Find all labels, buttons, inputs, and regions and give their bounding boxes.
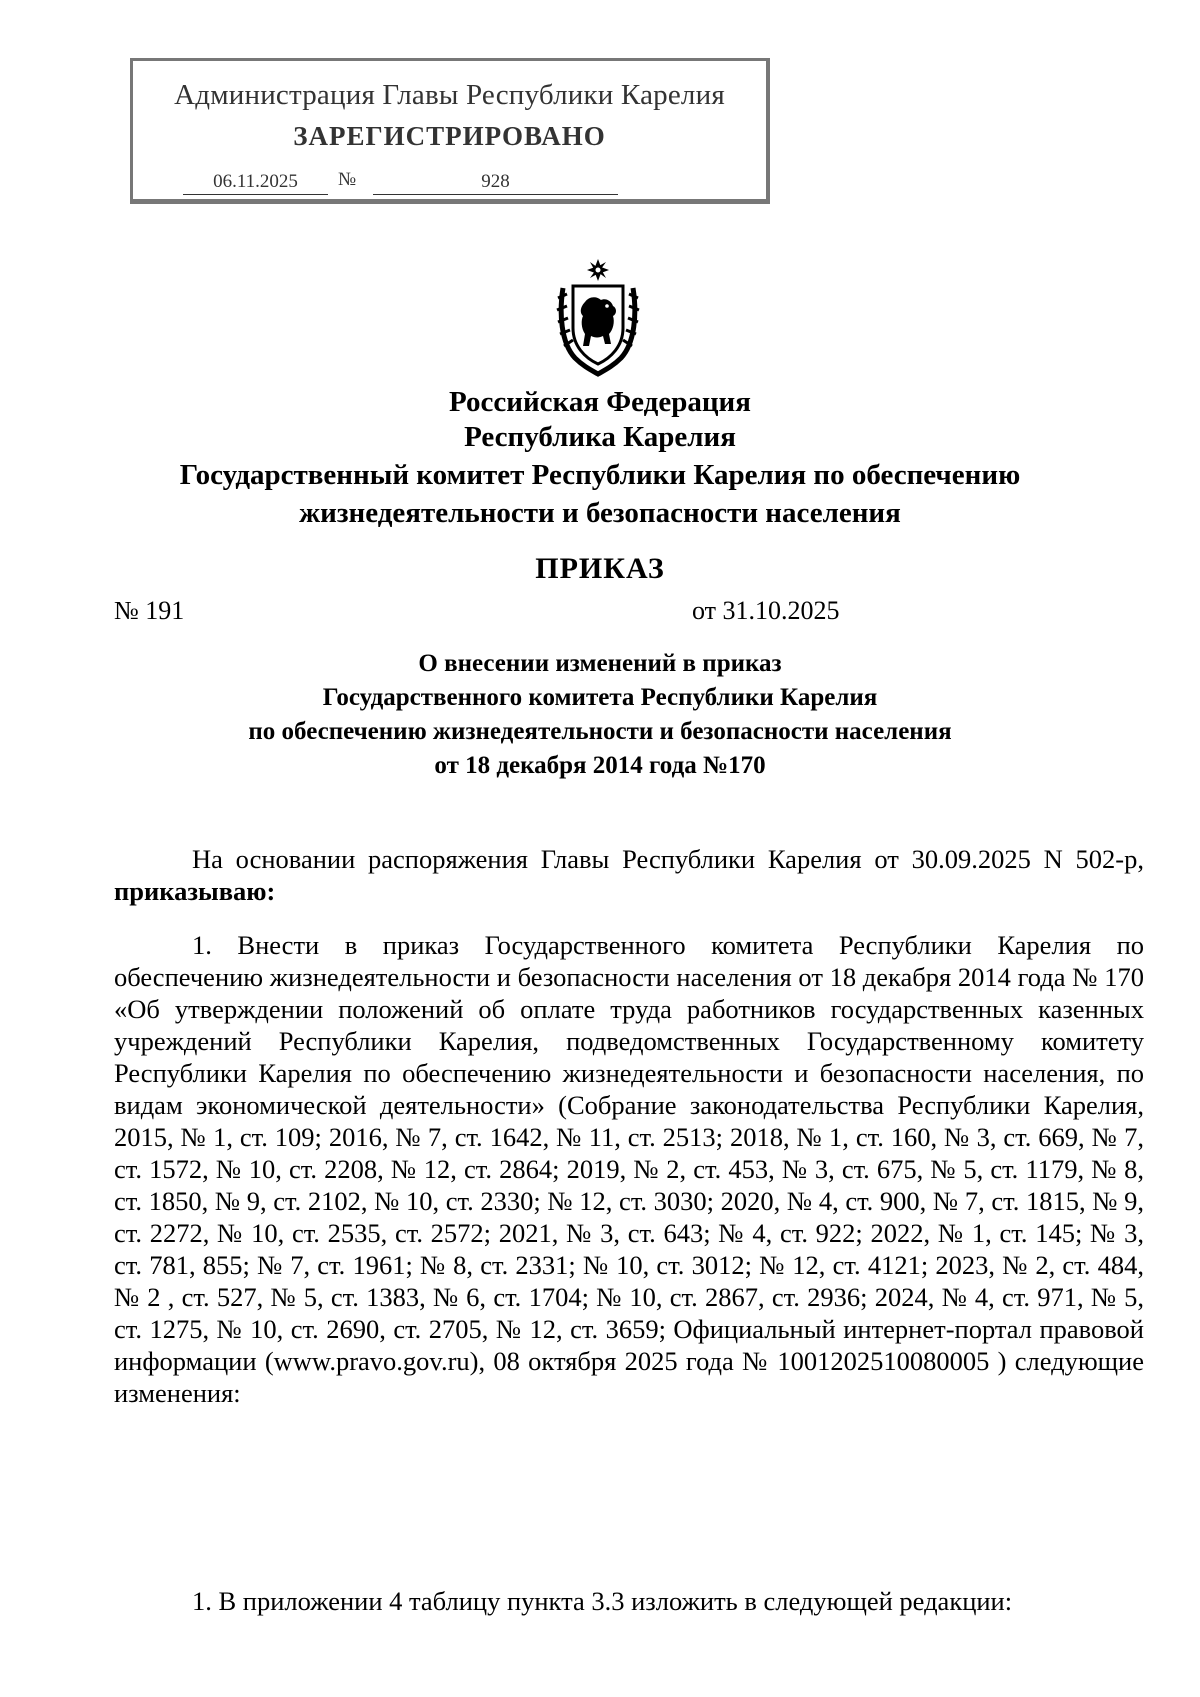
- basis-text: На основании распоряжения Главы Республики Карелия от 30.09.2025 N 502-р,: [192, 844, 1144, 874]
- point-1-text: 1. Внести в приказ Государственного комитета Республики Карелия по обеспечению жизнедеятельности и безопасности населения от 18 декабря 2014 года № 170 «Об утверждении положений об оплате труда работников государственных казенных учреждений Республики Карелия, подведомственных Государственному комитету Республики Карелия по обеспечению жизнедеятельности и безопасности населения, по видам экономической деятельности» (Собрание законодательства Республики Карелия, 2015, № 1, ст. 109; 2016, № 7, ст. 1642, № 11, ст. 2513; 2018, № 1, ст. 160, № 3, ст. 669, № 7, ст. 1572, № 10, ст. 2208, № 12, ст. 2864; 2019, № 2, ст. 453, № 3, ст. 675, № 5, ст. 1179, № 8, ст. 1850, № 9, ст. 2102, № 10, ст. 2330; № 12, ст. 3030; 2020, № 4, ст. 900, № 7, ст. 1815, № 9, ст. 2272, № 10, ст. 2535, ст. 2572; 2021, № 3, ст. 643; № 4, ст. 922; 2022, № 1, ст. 145; № 3, ст. 781, 855; № 7, ст. 1961; № 8, ст. 2331; № 10, ст. 3012; № 12, ст. 4121; 2023, № 2, ст. 484, № 2 , ст. 527, № 5, ст. 1383, № 6, ст. 1704; № 10, ст. 2867, ст. 2936; 2024, № 4, ст. 971, № 5, ст. 1275, № 10, ст. 2690, ст. 2705, № 12, ст. 3659; Официальный интернет-портал правовой информации (www.pravo.gov.ru), 08 октября 2025 года № 1001202510080005 ) следующие изменения:: [114, 930, 1144, 1408]
- subject-line3: по обеспечению жизнедеятельности и безопасности населения: [248, 718, 952, 745]
- stamp-registered-label: ЗАРЕГИСТРИРОВАНО: [293, 121, 606, 151]
- point-1-paragraph: [114, 929, 1144, 1409]
- header-republic: Республика Карелия: [464, 421, 736, 453]
- header-country: Российская Федерация: [449, 386, 751, 418]
- order-date: от 31.10.2025: [692, 596, 840, 625]
- star-icon: [587, 259, 609, 281]
- registration-stamp: [130, 58, 770, 204]
- basis-decree-word: приказываю:: [114, 876, 276, 906]
- header-committee-line2: жизнедеятельности и безопасности населения: [299, 497, 901, 529]
- stamp-authority: Администрация Главы Республики Карелия: [174, 79, 725, 111]
- stamp-number-sign: №: [338, 169, 357, 190]
- subject-line4: от 18 декабря 2014 года №170: [434, 752, 766, 779]
- subpoint-1: 1. В приложении 4 таблицу пункта 3.3 изложить в следующей редакции:: [192, 1586, 1013, 1616]
- coat-of-arms-karelia-icon: [555, 258, 641, 378]
- order-title: ПРИКАЗ: [535, 552, 665, 585]
- stamp-date: 06.11.2025: [183, 171, 328, 195]
- header-committee-line1: Государственный комитет Республики Карелия по обеспечению: [179, 459, 1021, 491]
- stamp-number: 928: [373, 171, 618, 195]
- subject-line2: Государственного комитета Республики Карелия: [322, 684, 878, 711]
- order-number: № 191: [114, 596, 185, 625]
- basis-paragraph: [114, 843, 1144, 907]
- subject-line1: О внесении изменений в приказ: [418, 650, 782, 677]
